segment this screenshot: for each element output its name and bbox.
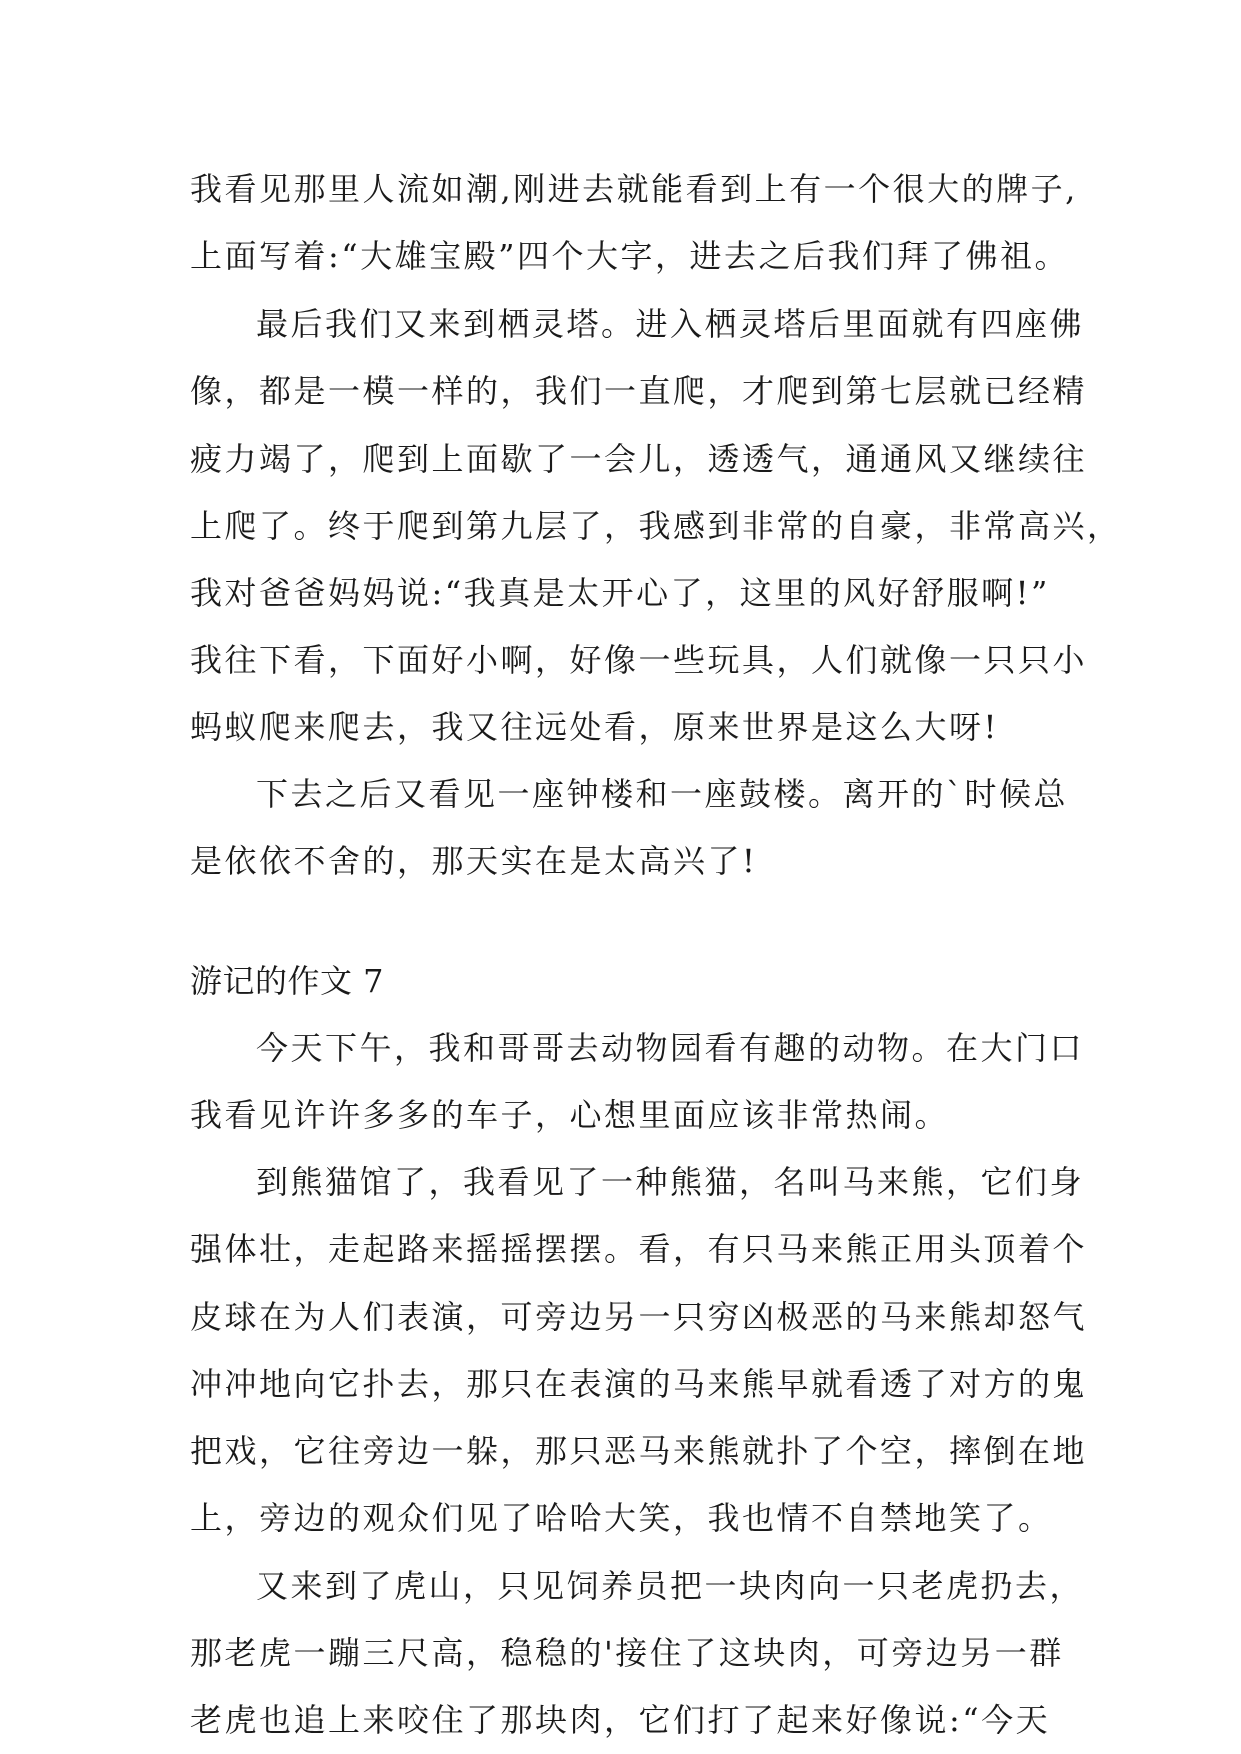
paragraph-first-line: 今天下午，我和哥哥去动物园看有趣的动物。在大门口	[256, 1029, 1085, 1067]
paragraph-first-line: 到熊猫馆了，我看见了一种熊猫，名叫马来熊，它们身	[256, 1163, 1085, 1201]
paragraph-first-line: 又来到了虎山，只见饲养员把一块肉向一只老虎扔去，	[256, 1567, 1085, 1605]
text-line: 上，旁边的观众们见了哈哈大笑，我也情不自禁地笑了。	[190, 1499, 1053, 1537]
text-line: 疲力竭了，爬到上面歇了一会儿，透透气，通通风又继续往	[190, 440, 1088, 478]
text-line: 我看见那里人流如潮,刚进去就能看到上有一个很大的牌子,	[190, 170, 1078, 208]
text-line: 老虎也追上来咬住了那块肉，它们打了起来好像说:“今天	[190, 1701, 1051, 1739]
text-line: 上面写着:“大雄宝殿”四个大字，进去之后我们拜了佛祖。	[190, 237, 1070, 275]
text-line: 那老虎一蹦三尺高，稳稳的'接住了这块肉，可旁边另一群	[190, 1634, 1064, 1672]
text-line: 上爬了。终于爬到第九层了，我感到非常的自豪，非常高兴，	[190, 507, 1122, 545]
text-line: 把戏，它往旁边一躲，那只恶马来熊就扑了个空，摔倒在地	[190, 1432, 1088, 1470]
text-line: 我看见许许多多的车子，心想里面应该非常热闹。	[190, 1096, 950, 1134]
text-line: 冲冲地向它扑去，那只在表演的马来熊早就看透了对方的鬼	[190, 1365, 1088, 1403]
text-line: 强体壮，走起路来摇摇摆摆。看，有只马来熊正用头顶着个	[190, 1230, 1088, 1268]
text-line: 像，都是一模一样的，我们一直爬，才爬到第七层就已经精	[190, 372, 1088, 410]
paragraph-first-line: 下去之后又看见一座钟楼和一座鼓楼。离开的`时候总	[256, 775, 1069, 813]
section-heading: 游记的作文 7	[190, 962, 385, 1000]
text-line: 我往下看，下面好小啊，好像一些玩具，人们就像一只只小	[190, 641, 1088, 679]
text-line: 蚂蚁爬来爬去，我又往远处看，原来世界是这么大呀!	[190, 708, 999, 746]
text-line: 是依依不舍的，那天实在是太高兴了!	[190, 842, 758, 880]
text-line: 皮球在为人们表演，可旁边另一只穷凶极恶的马来熊却怒气	[190, 1298, 1088, 1336]
text-line: 我对爸爸妈妈说:“我真是太开心了，这里的风好舒服啊!”	[190, 574, 1050, 612]
paragraph-first-line: 最后我们又来到栖灵塔。进入栖灵塔后里面就有四座佛	[256, 305, 1085, 343]
